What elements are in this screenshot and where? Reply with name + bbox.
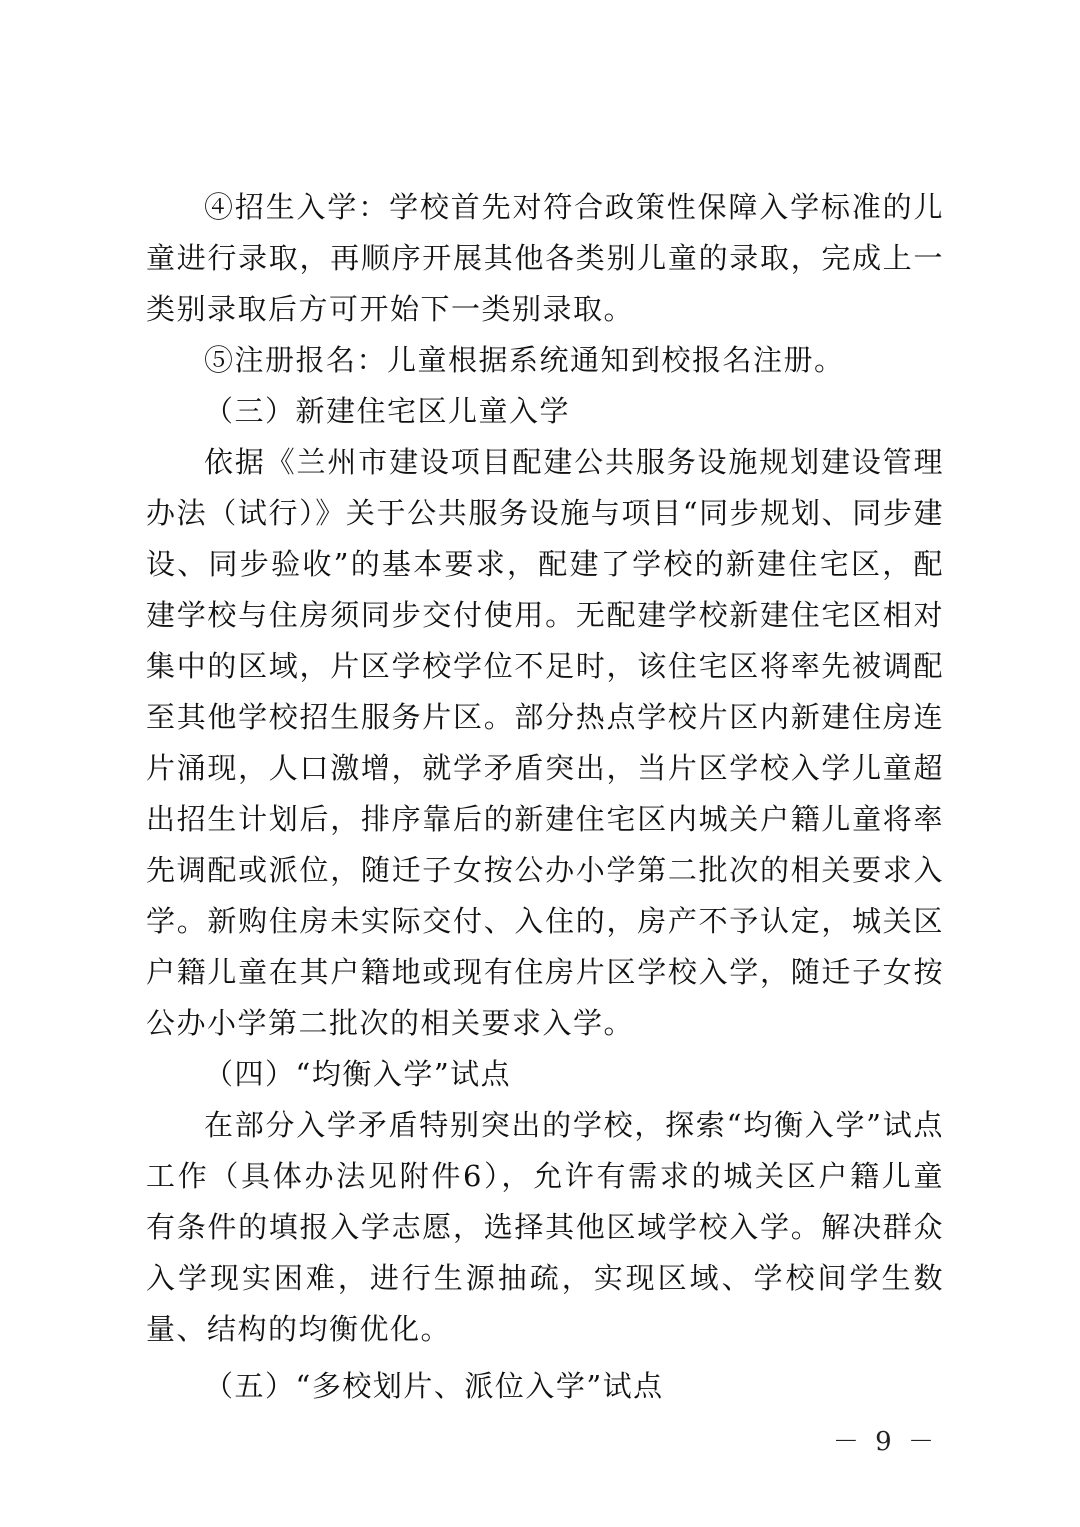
page-number: － 9 － [832, 1427, 938, 1457]
document-body [146, 182, 944, 1412]
paragraph-balanced-enrollment: 在部分入学矛盾特别突出的学校，探索“均衡入学”试点工作（具体办法见附件6），允许有需求的城关区户籍儿童有条件的填报入学志愿，选择其他区域学校入学。解决群众入学现实困难，进行生源抽疏，实现区域、学校间学生数量、结构的均衡优化。 [146, 1108, 944, 1346]
heading-section-3: （三）新建住宅区儿童入学 [204, 394, 571, 428]
heading-section-4: （四）“均衡入学”试点 [204, 1057, 512, 1091]
paragraph-new-residential: 依据《兰州市建设项目配建公共服务设施规划建设管理办法（试行）》关于公共服务设施与项目“同步规划、同步建设、同步验收”的基本要求，配建了学校的新建住宅区，配建学校与住房须同步交付使用。无配建学校新建住宅区相对集中的区域，片区学校学位不足时，该住宅区将率先被调配至其他学校招生服务片区。部分热点学校片区内新建住房连片涌现，人口激增，就学矛盾突出，当片区学校入学儿童超出招生计划后，排序靠后的新建住宅区内城关户籍儿童将率先调配或派位，随迁子女按公办小学第二批次的相关要求入学。新购住房未实际交付、入住的，房产不予认定，城关区户籍儿童在其户籍地或现有住房片区学校入学，随迁子女按公办小学第二批次的相关要求入学。 [146, 445, 944, 1040]
heading-section-5: （五）“多校划片、派位入学”试点 [204, 1369, 664, 1403]
paragraph-enrollment: ④招生入学：学校首先对符合政策性保障入学标准的儿童进行录取，再顺序开展其他各类别儿童的录取，完成上一类别录取后方可开始下一类别录取。 [146, 190, 944, 326]
paragraph-registration: ⑤注册报名：儿童根据系统通知到校报名注册。 [204, 343, 845, 377]
